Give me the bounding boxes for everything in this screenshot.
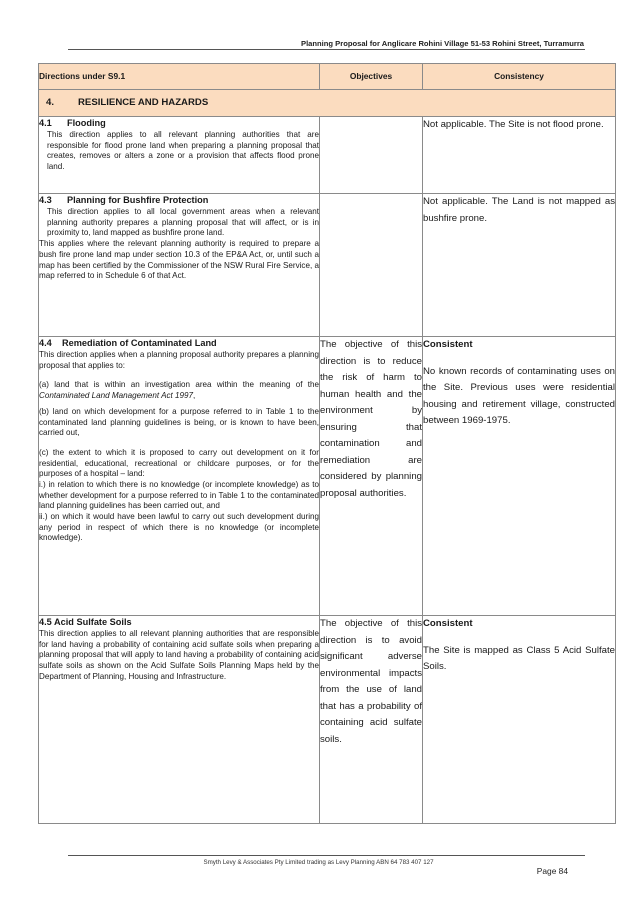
header-divider [68,49,585,50]
consistency-cell [423,194,616,337]
direction-number: 4.1 [39,118,52,128]
direction-number: 4.3 [39,195,52,205]
objective-text: The objective of this direction is to reduce the risk of harm to human health and the environment by ensuring that contamination and remediation are considered by planning proposal authorities. [320,339,422,499]
item-a-end: , [193,391,196,401]
directions-table [38,63,616,824]
direction-heading [39,194,319,206]
footer-company: Smyth Levy & Associates Pty Limited trading as Levy Planning ABN 64 783 407 127 [203,859,434,866]
direction-item-c: (c) the extent to which it is proposed to carry out development on it for residential, educational, recreational or childcare purposes, or for the purposes of a hospital – land: [39,447,319,479]
objective-text: The objective of this direction is to avoid significant adverse environmental impacts from the use of land that has a probability of containing acid sulfate soils. [320,618,422,745]
direction-heading [39,117,319,129]
objective-cell [320,117,423,194]
consistency-cell [423,337,616,616]
consistency-cell [423,616,616,824]
section-heading [39,90,616,117]
column-header-consistency: Consistency [423,64,616,90]
page-number: Page 84 [536,866,568,876]
direction-cell [39,117,320,194]
consistency-text: Not applicable. The Land is not mapped as bushfire prone. [423,196,615,224]
section-row [39,90,616,117]
column-header-objectives: Objectives [320,64,423,90]
table-row-flooding [39,117,616,194]
consistency-text: The Site is mapped as Class 5 Acid Sulfate Soils. [423,644,615,672]
document-header-title: Planning Proposal for Anglicare Rohini Village 51-53 Rohini Street, Turramurra [301,39,584,48]
direction-item-c-i: i.) in relation to which there is no knowledge (or incomplete knowledge) as to whether development for a purpose referred to in Table 1 to the contaminated land planning guidelines has been carried out, and [39,479,319,511]
direction-number: 4.5 [39,617,52,627]
consistency-status: Consistent [423,339,473,350]
section-title: RESILIENCE AND HAZARDS [78,96,209,108]
direction-item-a [39,380,319,401]
direction-cell [39,337,320,616]
consistency-status: Consistent [423,618,473,629]
direction-body-2: This applies where the relevant planning authority is required to prepare a bush fire prone land map under section 10.3 of the EP&A Act, or, until such a map has been certified by the Commissioner of the NSW Rural Fire Service, a map referred to in Schedule 6 of that Act. [39,239,319,281]
section-number: 4. [46,96,55,108]
table-row-contaminated-land [39,337,616,616]
direction-cell [39,616,320,824]
direction-body: This direction applies when a planning proposal authority prepares a planning proposal that applies to: [39,350,319,370]
table-row-acid-sulfate-soils [39,616,616,824]
direction-title: Acid Sulfate Soils [54,617,132,627]
consistency-text: No known records of contaminating uses on the Site. Previous uses were residential housing and retirement village, constructed between 1969-1975. [423,365,615,426]
direction-item-b: (b) land on which development for a purpose referred to in Table 1 to the contaminated land planning guidelines is being, or is known to have been, carried out, [39,406,319,438]
column-header-directions: Directions under S9.1 [39,64,320,90]
direction-title: Flooding [67,118,106,128]
direction-cell [39,194,320,337]
direction-title: Remediation of Contaminated Land [62,338,217,348]
direction-body: This direction applies to all local government areas when a relevant planning authority prepares a planning proposal that will affect, or is in proximity to, land mapped as bushfire prone land. [47,207,319,238]
direction-heading [39,616,319,628]
objective-cell [320,616,423,824]
direction-item-c-ii: ii.) on which it would have been lawful to carry out such development during any period in respect of which there is no knowledge (or incomplete knowledge). [39,511,319,543]
direction-title: Planning for Bushfire Protection [67,195,209,205]
consistency-text: Not applicable. The Site is not flood prone. [423,119,604,130]
direction-body: This direction applies to all relevant planning authorities that are responsible for land having a probability of containing acid sulfate soils when preparing a planning proposal that will apply to land having a probability of containing acid sulfate soils as shown on the Acid Sulfate Soils Planning Maps held by the Department of Planning, Housing and Infrastructure. [39,629,319,681]
direction-number: 4.4 [39,338,52,348]
objective-cell [320,194,423,337]
table-row-bushfire [39,194,616,337]
consistency-cell [423,117,616,194]
footer-divider [68,855,585,856]
direction-body: This direction applies to all relevant planning authorities that are responsible for flood prone land when preparing a planning proposal that creates, removes or alters a zone or a provision that affects flood prone land. [47,130,319,172]
item-a-act-name: Contaminated Land Management Act 1997 [39,391,194,401]
item-a-text: (a) land that is within an investigation area within the meaning of the [39,380,319,390]
direction-heading [39,337,319,349]
objective-cell [320,337,423,616]
table-header-row [39,64,616,90]
